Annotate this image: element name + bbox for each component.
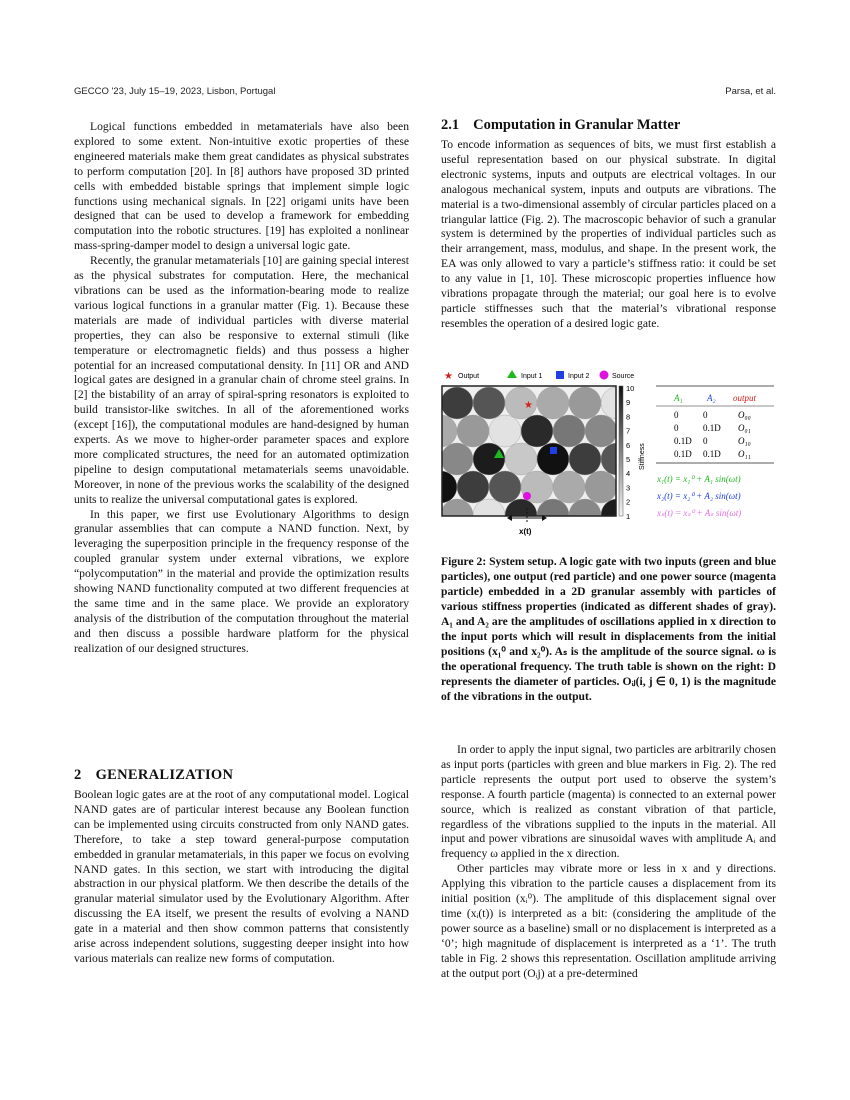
figure-caption: Figure 2: System setup. A logic gate with two inputs (green and blue particles), one output (red particle) and one power source (magenta particle) embedded in a 2D granular assembly with particles of various stiffness properties (indicated as different shades of gray). A₁ and A₂ are the amplitudes of oscillations applied in x direction to the input ports which will result in displacements from the initial positions (x₁⁰ and x₂⁰). Aₛ is the amplitude of the source signal. ω is the operational frequency. The truth table is shown on the right: D represents the diameter of particles. Oᵢⱼ(i, j ∈ 0, 1) is the magnitude of the vibrations in the output. <box>441 555 776 703</box>
legend-label: Output <box>458 373 480 380</box>
table-cell: 0.1D <box>674 436 692 446</box>
equation-input1: x₁(t) = x₁⁰ + A₁ sin(ωt) <box>657 474 741 484</box>
right-column-computation <box>441 138 776 332</box>
figure-system-setup <box>441 368 776 546</box>
table-cell: O₀₁ <box>738 423 751 433</box>
particle <box>441 499 473 531</box>
colorbar-tick-label: 10 <box>626 384 635 393</box>
particle <box>473 387 505 419</box>
particle <box>473 499 505 531</box>
particle <box>569 499 601 531</box>
table-cell: O₁₁ <box>738 449 751 459</box>
table-cell: 0 <box>703 410 708 420</box>
colorbar-tick-label: 3 <box>626 483 631 493</box>
particle <box>457 471 489 503</box>
paragraph: In this paper, we first use Evolutionary Algorithms to design granular assemblies that can compute a NAND function. Next, by leveraging the superposition principle in the frequency response of the coupled granular system under external vibrations, we explore “polycomputation” in the material and provide the optimization results showing NAND functionality computed at two different frequencies at the same time and in the same place. We provide an exploratory analysis of the distribution of the computation throughout the material and then discuss a possible hardware platform for the physical realization of our designed structures. <box>74 507 409 655</box>
left-column-generalization <box>74 788 409 967</box>
table-cell: O₁₀ <box>738 436 751 446</box>
input2-square-icon <box>550 447 557 454</box>
equation-source: xₛ(t) = xₛ⁰ + Aₛ sin(ωt) <box>657 508 742 518</box>
particle <box>569 387 601 419</box>
section-number: 2 <box>74 767 82 783</box>
section-heading-computation <box>441 117 680 134</box>
paragraph: In order to apply the input signal, two particles are arbitrarily chosen as input ports (particles with green and blue markers in Fig. 2). The red particle represents the output port used to observe the system’s response. A fourth particle (magenta) is connected to an external power source, which is realized as constant vibration of that particle, regardless of the vibrations supplied to the inputs in the material. All input and power vibrations are sinusoidal waves with amplitude Aᵢ and frequency ω applied in the x direction. <box>441 743 776 861</box>
equations <box>656 474 741 518</box>
colorbar-gradient <box>619 386 623 516</box>
particle <box>521 415 553 447</box>
table-cell: 0 <box>703 436 708 446</box>
right-column-continued <box>441 743 776 982</box>
paragraph: To encode information as sequences of bits, we must first establish a useful representation based on our physical substrate. In digital electronic systems, inputs and outputs are electrical voltages. In our analogous mechanical system, inputs and outputs are vibrations. The material is a two-dimensional assembly of circular particles placed on a triangular lattice (Fig. 2). The macroscopic behavior of such a granular system is determined by the properties of individual particles such as their arrangement, mass, modulus, and shape. In the present work, the EA was only allowed to vary a particle’s stiffness ratio: it could be set to any value in [1, 10]. These microscopic properties influence how vibrations propagate through the material; our goal here is to evolve particle stiffnesses such that the material’s vibrational response resembles the operation of a desired logic gate. <box>441 138 776 330</box>
colorbar-tick-label: 1 <box>626 511 631 521</box>
colorbar-tick-label: 6 <box>626 440 631 450</box>
paragraph: Recently, the granular metamaterials [10] are gaining special interest as the physical substrates for computation. Here, the mechanical vibrations can be used as the information-bearing mode to realize various logical functions in a granular matter (Fig. 1). Because these materials are made of individual particles with diverse material properties, they can also be responsive to external stimuli (like temperature or electromagnetic fields) and thus possess a higher potential for an increased computational density. In [11] OR and AND logical gates are designed in a granular chain of chrome steel grains. In [2] the bistability of an array of spiral-spring resonators is exploited to build transistor-like switches. In all of the aforementioned works (except [16]), the computational modules are hand-designed by human experts. As we move to higher-order parameter spaces and explore more complicated structures, the need for an automated optimization pipeline to design computational metamaterials seems unavoidable. Moreover, in none of the previous works the scalability of the designed units to realize the universal computational gates is explored. <box>74 254 409 506</box>
table-header-a1: A₁ <box>674 393 683 403</box>
running-header-left: GECCO '23, July 15–19, 2023, Lisbon, Portugal <box>74 86 276 97</box>
figure-canvas <box>441 368 776 546</box>
section-title: GENERALIZATION <box>95 767 234 783</box>
table-header-a2: A₂ <box>707 393 716 403</box>
table-cell: 0.1D <box>703 449 721 459</box>
colorbar-label: Stiffness <box>639 443 646 470</box>
table-cell: 0 <box>674 423 679 433</box>
colorbar-tick-label: 4 <box>626 469 631 479</box>
paragraph: Other particles may vibrate more or less in x and y directions. Applying this vibration to the particle causes a displacement from its initial position (xᵢ⁰). The amplitude of this displacement signal over time (xᵢ(t)) is interpreted as a bit: (considering the amplitude of the power source as a baseline) small or no displacement is interpreted as a ‘0’; high magnitude of displacement is interpreted as a ‘1’. The truth table in Fig. 2 shows this representation. Oscillation amplitude arriving at the output port (Oᵢj) at a pre-determined <box>441 862 776 980</box>
truth-table <box>656 386 774 463</box>
output-star-icon: ★ <box>524 400 533 411</box>
table-cell: 0.1D <box>674 449 692 459</box>
particle <box>505 443 537 475</box>
particle <box>537 499 569 531</box>
colorbar-tick-label: 2 <box>626 497 631 507</box>
legend-label: Input 2 <box>568 373 590 380</box>
left-column-intro <box>74 120 409 657</box>
source-circle-icon <box>523 492 531 500</box>
colorbar-tick-label: 9 <box>626 398 631 408</box>
colorbar-tick-label: 5 <box>626 455 631 464</box>
output-star-icon: ★ <box>444 371 453 382</box>
particle <box>489 415 521 447</box>
section-title: Computation in Granular Matter <box>473 117 681 133</box>
particle <box>537 387 569 419</box>
legend-label: Source <box>612 373 635 380</box>
particle <box>585 415 617 447</box>
x-axis-label: x(t) <box>519 527 532 536</box>
legend-label: Input 1 <box>521 373 543 380</box>
running-header-right: Parsa, et al. <box>725 86 776 97</box>
input1-triangle-icon <box>507 370 517 378</box>
particle <box>585 471 617 503</box>
section-heading-generalization <box>74 767 233 784</box>
colorbar-tick-label: 8 <box>626 412 631 422</box>
particle <box>441 443 473 475</box>
paragraph: Logical functions embedded in metamaterials have also been explored to some extent. Non-intuitive exotic properties of these engineered materials make them great candidates as physical substrates to perform computation [20]. In [8] authors have proposed 3D printed cells with embedded bistable springs that implement simple logic functions using mechanical signals. In [22] origami units have been designed that can be used to develop a framework for embedding computation into the robotic structures. [19] has exploited a nonlinear mass-spring-damper model to design a universal logic gate. <box>74 120 409 253</box>
stiffness-colorbar <box>619 384 646 521</box>
input2-square-icon <box>556 371 564 379</box>
particle <box>553 471 585 503</box>
particle <box>441 387 473 419</box>
legend <box>444 370 634 382</box>
particle <box>553 415 585 447</box>
paragraph: Boolean logic gates are at the root of any computational model. Logical NAND gates are of particular interest because any Boolean function can be implemented using circuits constructed from only NAND gates. Therefore, to take a step toward general-purpose computation embedded in granular metamaterials, in this paper we focus on evolving NAND gates. In this section, we start with introducing the digital abstraction in our physical platform. We then describe the details of the granular material simulator used by the Evolutionary Algorithm. After discussing the EA itself, we present the results of evolving a NAND gate in a material and then show common patterns that consistently arise across independent solutions, suggesting deeper insight into how various materials can realize new forms of computation. <box>74 788 409 965</box>
particle <box>457 415 489 447</box>
source-circle-icon <box>600 371 609 380</box>
table-cell: 0 <box>674 410 679 420</box>
colorbar-tick-label: 7 <box>626 426 631 436</box>
table-cell: 0.1D <box>703 423 721 433</box>
particle <box>473 443 505 475</box>
table-header-output: output <box>733 393 757 403</box>
particle <box>489 471 521 503</box>
equation-input2: x₂(t) = x₂⁰ + A₂ sin(ωt) <box>657 491 741 501</box>
particle <box>569 443 601 475</box>
table-cell: O₀₀ <box>738 410 751 420</box>
section-number: 2.1 <box>441 117 460 133</box>
granular-assembly <box>441 386 649 536</box>
